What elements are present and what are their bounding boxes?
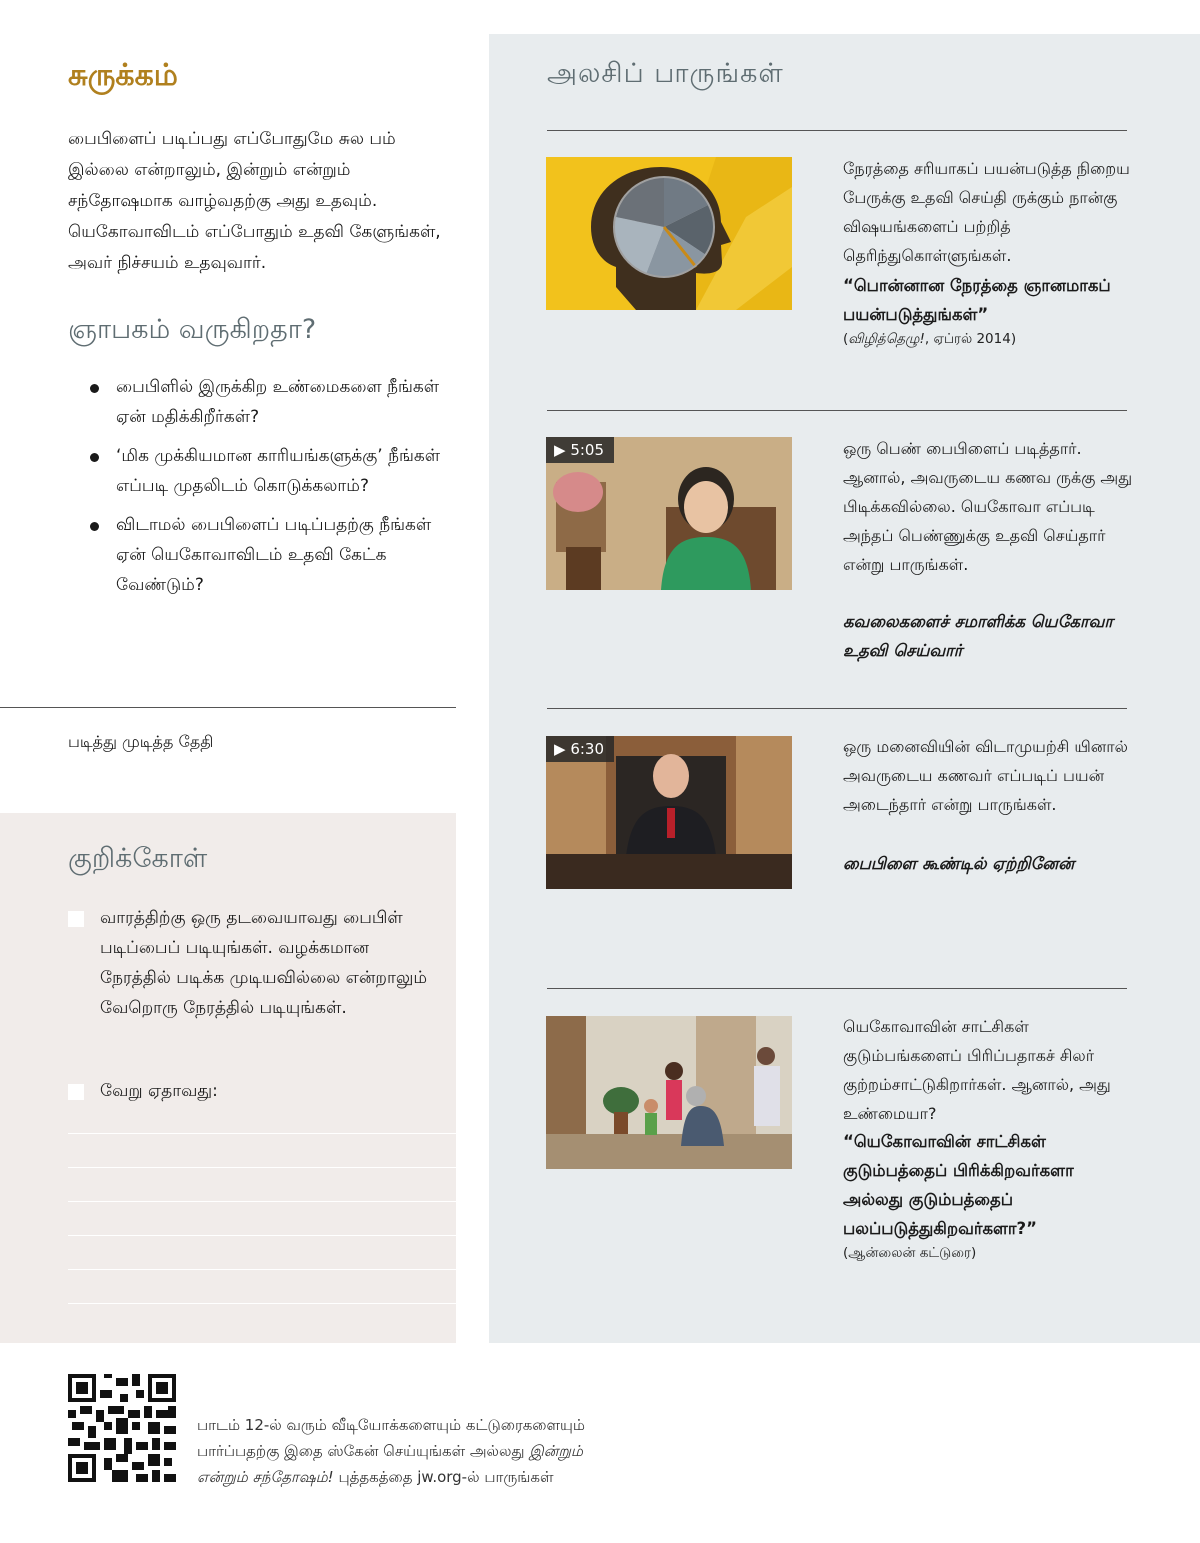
explore-item-source: (ஆன்லைன் கட்டுரை)	[843, 1245, 977, 1261]
goal-item-other[interactable]	[68, 1076, 438, 1106]
qr-code-icon[interactable]	[68, 1374, 176, 1482]
write-line[interactable]	[68, 1201, 456, 1202]
goal-checkbox[interactable]	[68, 1084, 84, 1100]
explore-item-description: ஒரு பெண் பைபிளைப் படித்தார். ஆனால், அவருடைய கணவ ருக்கு அது பிடிக்கவில்லை. யெகோவா எப்படி அந்தப் பெண்ணுக்கு உதவி செய்தார் என்று பாருங்கள்.	[843, 439, 1133, 574]
recall-question: விடாமல் பைபிளைப் படிப்பதற்கு நீங்கள் ஏன் யெகோவாவிடம் உதவி கேட்க வேண்டும்?	[90, 510, 450, 600]
write-line[interactable]	[68, 1303, 456, 1304]
goal-item[interactable]	[68, 903, 438, 1023]
write-line[interactable]	[68, 1235, 456, 1236]
divider	[547, 708, 1127, 709]
goal-checkbox[interactable]	[68, 911, 84, 927]
footer-line: பாடம் 12-ல் வரும் வீடியோக்களையும் கட்டுரைகளையும்	[197, 1416, 585, 1434]
video-duration-badge: ▶ 5:05	[546, 437, 614, 463]
goal-item-text: வாரத்திற்கு ஒரு தடவையாவது பைபிள் படிப்பைப் படியுங்கள். வழக்கமான நேரத்தில் படிக்க முடியவில்லை என்றாலும் வேறொரு நேரத்தில் படியுங்கள்.	[100, 908, 428, 1018]
footer-line: பார்ப்பதற்கு இதை ஸ்கேன் செய்யுங்கள் அல்லது இன்றும்	[197, 1442, 583, 1460]
video-thumbnail-woman[interactable]	[546, 437, 792, 590]
summary-title: சுருக்கம்	[68, 58, 178, 93]
divider	[547, 130, 1127, 131]
explore-item-title[interactable]: “பொன்னான நேரத்தை ஞானமாகப் பயன்படுத்துங்கள்”	[843, 276, 1111, 324]
recall-question-list	[90, 372, 450, 609]
explore-item-description: நேரத்தை சரியாகப் பயன்படுத்த நிறைய பேருக்கு உதவி செய்தி ருக்கும் நான்கு விஷயங்களைப் பற்றித் தெரிந்துகொள்ளுங்கள்.	[843, 159, 1130, 265]
divider	[547, 410, 1127, 411]
divider	[547, 988, 1127, 989]
completion-date-label: படித்து முடித்த தேதி	[68, 732, 214, 751]
article-thumbnail-time-head[interactable]	[546, 157, 792, 310]
footer-text	[197, 1412, 697, 1490]
footer-line: என்றும் சந்தோஷம்! புத்தகத்தை jw.org-ல் பாருங்கள்	[197, 1468, 554, 1486]
write-line[interactable]	[68, 1133, 456, 1134]
explore-item-title[interactable]: பைபிளை கூண்டில் ஏற்றினேன்	[843, 854, 1075, 873]
summary-text: பைபிளைப் படிப்பது எப்போதுமே சுல பம் இல்லை என்றாலும், இன்றும் என்றும் சந்தோஷமாக வாழ்வதற்கு அது உதவும். யெகோவாவிடம் எப்போதும் உதவி கேளுங்கள், அவர் நிச்சயம் உதவுவார்.	[68, 129, 441, 273]
video-duration-badge: ▶ 6:30	[546, 736, 614, 762]
explore-title: அலசிப் பாருங்கள்	[547, 58, 784, 89]
goal-title: குறிக்கோள்	[68, 843, 208, 874]
write-line[interactable]	[68, 1269, 456, 1270]
article-thumbnail-family[interactable]	[546, 1016, 792, 1169]
explore-item-description: யெகோவாவின் சாட்சிகள் குடும்பங்களைப் பிரிப்பதாகச் சிலர் குற்றம்சாட்டுகிறார்கள். ஆனால், அது உண்மையா?	[843, 1017, 1111, 1123]
recall-question: ‘மிக முக்கியமான காரியங்களுக்கு’ நீங்கள் எப்படி முதலிடம் கொடுக்கலாம்?	[90, 441, 450, 501]
goal-item-text: வேறு ஏதாவது:	[100, 1081, 218, 1101]
explore-item-description: ஒரு மனைவியின் விடாமுயற்சி யினால் அவருடைய கணவர் எப்படிப் பயன் அடைந்தார் என்று பாருங்கள்.	[843, 737, 1128, 814]
explore-item-source: (விழித்தெழு!, ஏப்ரல் 2014)	[843, 331, 1017, 347]
recall-title: ஞாபகம் வருகிறதா?	[68, 314, 317, 345]
divider	[0, 707, 456, 708]
video-thumbnail-man[interactable]	[546, 736, 792, 889]
explore-item-title[interactable]: “யெகோவாவின் சாட்சிகள் குடும்பத்தைப் பிரிக்கிறவர்களா அல்லது குடும்பத்தைப் பலப்படுத்துகிறவர்களா?”	[843, 1132, 1074, 1238]
recall-question: பைபிளில் இருக்கிற உண்மைகளை நீங்கள் ஏன் மதிக்கிறீர்கள்?	[90, 372, 450, 432]
write-line[interactable]	[68, 1167, 456, 1168]
explore-item-title[interactable]: கவலைகளைச் சமாளிக்க யெகோவா உதவி செய்வார்	[843, 612, 1114, 660]
